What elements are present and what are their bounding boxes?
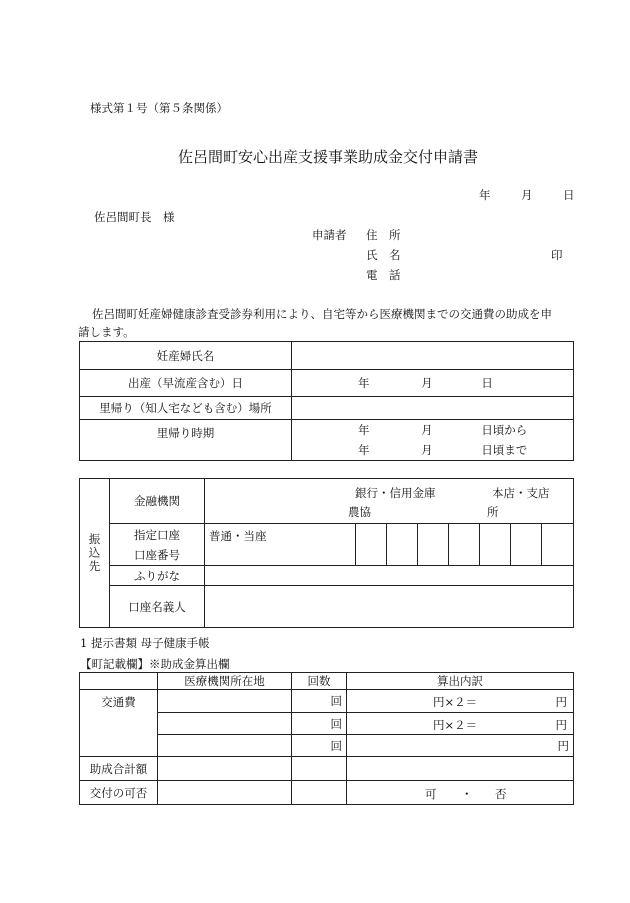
address-label: 住 所	[366, 228, 401, 242]
addressee: 佐呂間町長 様	[94, 210, 175, 224]
table-row	[80, 370, 574, 397]
account-holder-field[interactable]	[205, 586, 574, 628]
table-row	[80, 673, 574, 690]
homecoming-period-field[interactable]	[292, 420, 574, 461]
until-day-label: 日頃まで	[481, 443, 528, 457]
blank-header-cell	[80, 673, 158, 690]
account-digit-6[interactable]	[511, 524, 542, 566]
year-label: 年	[358, 376, 370, 390]
table-row	[80, 524, 574, 566]
page-title: 佐呂間町安心出産支援事業助成金交付申請書	[178, 148, 479, 166]
form-number: 様式第１号（第５条関係）	[90, 101, 228, 115]
account-digit-2[interactable]	[387, 524, 418, 566]
applicant-label: 申請者	[312, 228, 347, 242]
account-digit-1[interactable]	[356, 524, 387, 566]
phone-label: 電 話	[366, 268, 401, 282]
yen-unit: 円	[555, 695, 567, 709]
account-holder-label: 口座名義人	[110, 586, 205, 628]
bank-transfer-table	[79, 478, 574, 628]
deny-option[interactable]: 否	[495, 787, 507, 801]
approval-blank-field	[292, 781, 347, 805]
intro-text-line1: 佐呂間町妊産婦健康診査受診券利用により、自宅等から医療機関までの交通費の助成を申	[92, 307, 552, 321]
month-label: 月	[421, 423, 433, 437]
table-row	[80, 479, 574, 524]
day-label: 日	[481, 376, 493, 390]
hospital-location-field[interactable]	[158, 690, 292, 713]
date-day-label: 日	[563, 188, 575, 202]
financial-institution-field[interactable]	[205, 479, 574, 524]
table-row	[80, 757, 574, 781]
bank-type-options: 銀行・信用金庫	[355, 486, 436, 500]
birth-date-field[interactable]	[292, 370, 574, 397]
month-label: 月	[421, 443, 433, 457]
header-hospital-location: 医療機関所在地	[158, 673, 292, 690]
calc-breakdown-field[interactable]: 円	[347, 735, 574, 757]
calc-breakdown-field[interactable]	[347, 690, 574, 713]
name-label: 氏 名	[366, 248, 401, 262]
branch-office-suffix: 所	[487, 505, 499, 519]
date-year-label: 年	[479, 188, 491, 202]
seal-mark: 印	[551, 248, 563, 262]
branch-type-options: 本店・支店	[492, 486, 550, 500]
subsidy-calc-table	[79, 672, 574, 805]
option-separator: ・	[461, 787, 473, 801]
approval-blank-field	[158, 781, 292, 805]
header-visit-count: 回数	[292, 673, 347, 690]
header-calc-breakdown: 算出内訳	[347, 673, 574, 690]
month-label: 月	[421, 376, 433, 390]
table-row	[80, 566, 574, 586]
table-row	[80, 781, 574, 805]
account-digit-3[interactable]	[418, 524, 449, 566]
table-row	[80, 397, 574, 420]
hospital-location-field[interactable]	[158, 735, 292, 757]
furigana-label: ふりがな	[110, 566, 205, 586]
total-subsidy-label: 助成合計額	[80, 757, 158, 781]
year-label: 年	[358, 443, 370, 457]
birth-date-label: 出産（早流産含む）日	[80, 370, 292, 397]
transfer-destination-label: 振込先	[80, 479, 110, 628]
total-subsidy-field[interactable]	[158, 757, 292, 781]
hospital-location-field[interactable]	[158, 713, 292, 735]
table-row	[80, 342, 574, 370]
account-digit-5[interactable]	[480, 524, 511, 566]
account-digit-7[interactable]	[542, 524, 574, 566]
formula-text: 円×２＝	[433, 718, 478, 732]
date-month-label: 月	[521, 188, 533, 202]
approval-label: 交付の可否	[80, 781, 158, 805]
approve-option[interactable]: 可	[425, 787, 437, 801]
expectant-mother-name-label: 妊産婦氏名	[80, 342, 292, 370]
intro-text-line2: 請します。	[78, 325, 135, 339]
visit-count-field[interactable]: 回	[292, 735, 347, 757]
table-row	[80, 586, 574, 628]
calc-breakdown-field[interactable]	[347, 713, 574, 735]
transport-cost-label: 交通費	[80, 690, 158, 757]
applicant-info-table	[79, 341, 574, 461]
attachment-note: 1 提示書類 母子健康手帳	[80, 636, 210, 650]
year-label: 年	[358, 423, 370, 437]
homecoming-place-field[interactable]	[292, 397, 574, 420]
account-type-field[interactable]: 普通・当座	[205, 524, 356, 566]
formula-text: 円×２＝	[433, 695, 478, 709]
calc-section-heading: 【町記載欄】※助成金算出欄	[80, 657, 230, 671]
visit-count-field[interactable]: 回	[292, 690, 347, 713]
table-row	[80, 690, 574, 713]
account-number-label: 指定口座 口座番号	[110, 524, 205, 566]
table-row	[80, 420, 574, 461]
account-digit-4[interactable]	[449, 524, 480, 566]
expectant-mother-name-field[interactable]	[292, 342, 574, 370]
furigana-field[interactable]	[205, 566, 574, 586]
homecoming-place-label: 里帰り（知人宅なども含む）場所	[80, 397, 292, 420]
yen-unit: 円	[555, 718, 567, 732]
financial-institution-label: 金融機関	[110, 479, 205, 524]
from-day-label: 日頃から	[481, 423, 528, 437]
agri-coop-option: 農協	[348, 505, 371, 519]
total-count-field[interactable]	[292, 757, 347, 781]
homecoming-period-label: 里帰り時期	[80, 420, 292, 461]
total-calc-field[interactable]	[347, 757, 574, 781]
approval-options[interactable]	[347, 781, 574, 805]
visit-count-field[interactable]: 回	[292, 713, 347, 735]
